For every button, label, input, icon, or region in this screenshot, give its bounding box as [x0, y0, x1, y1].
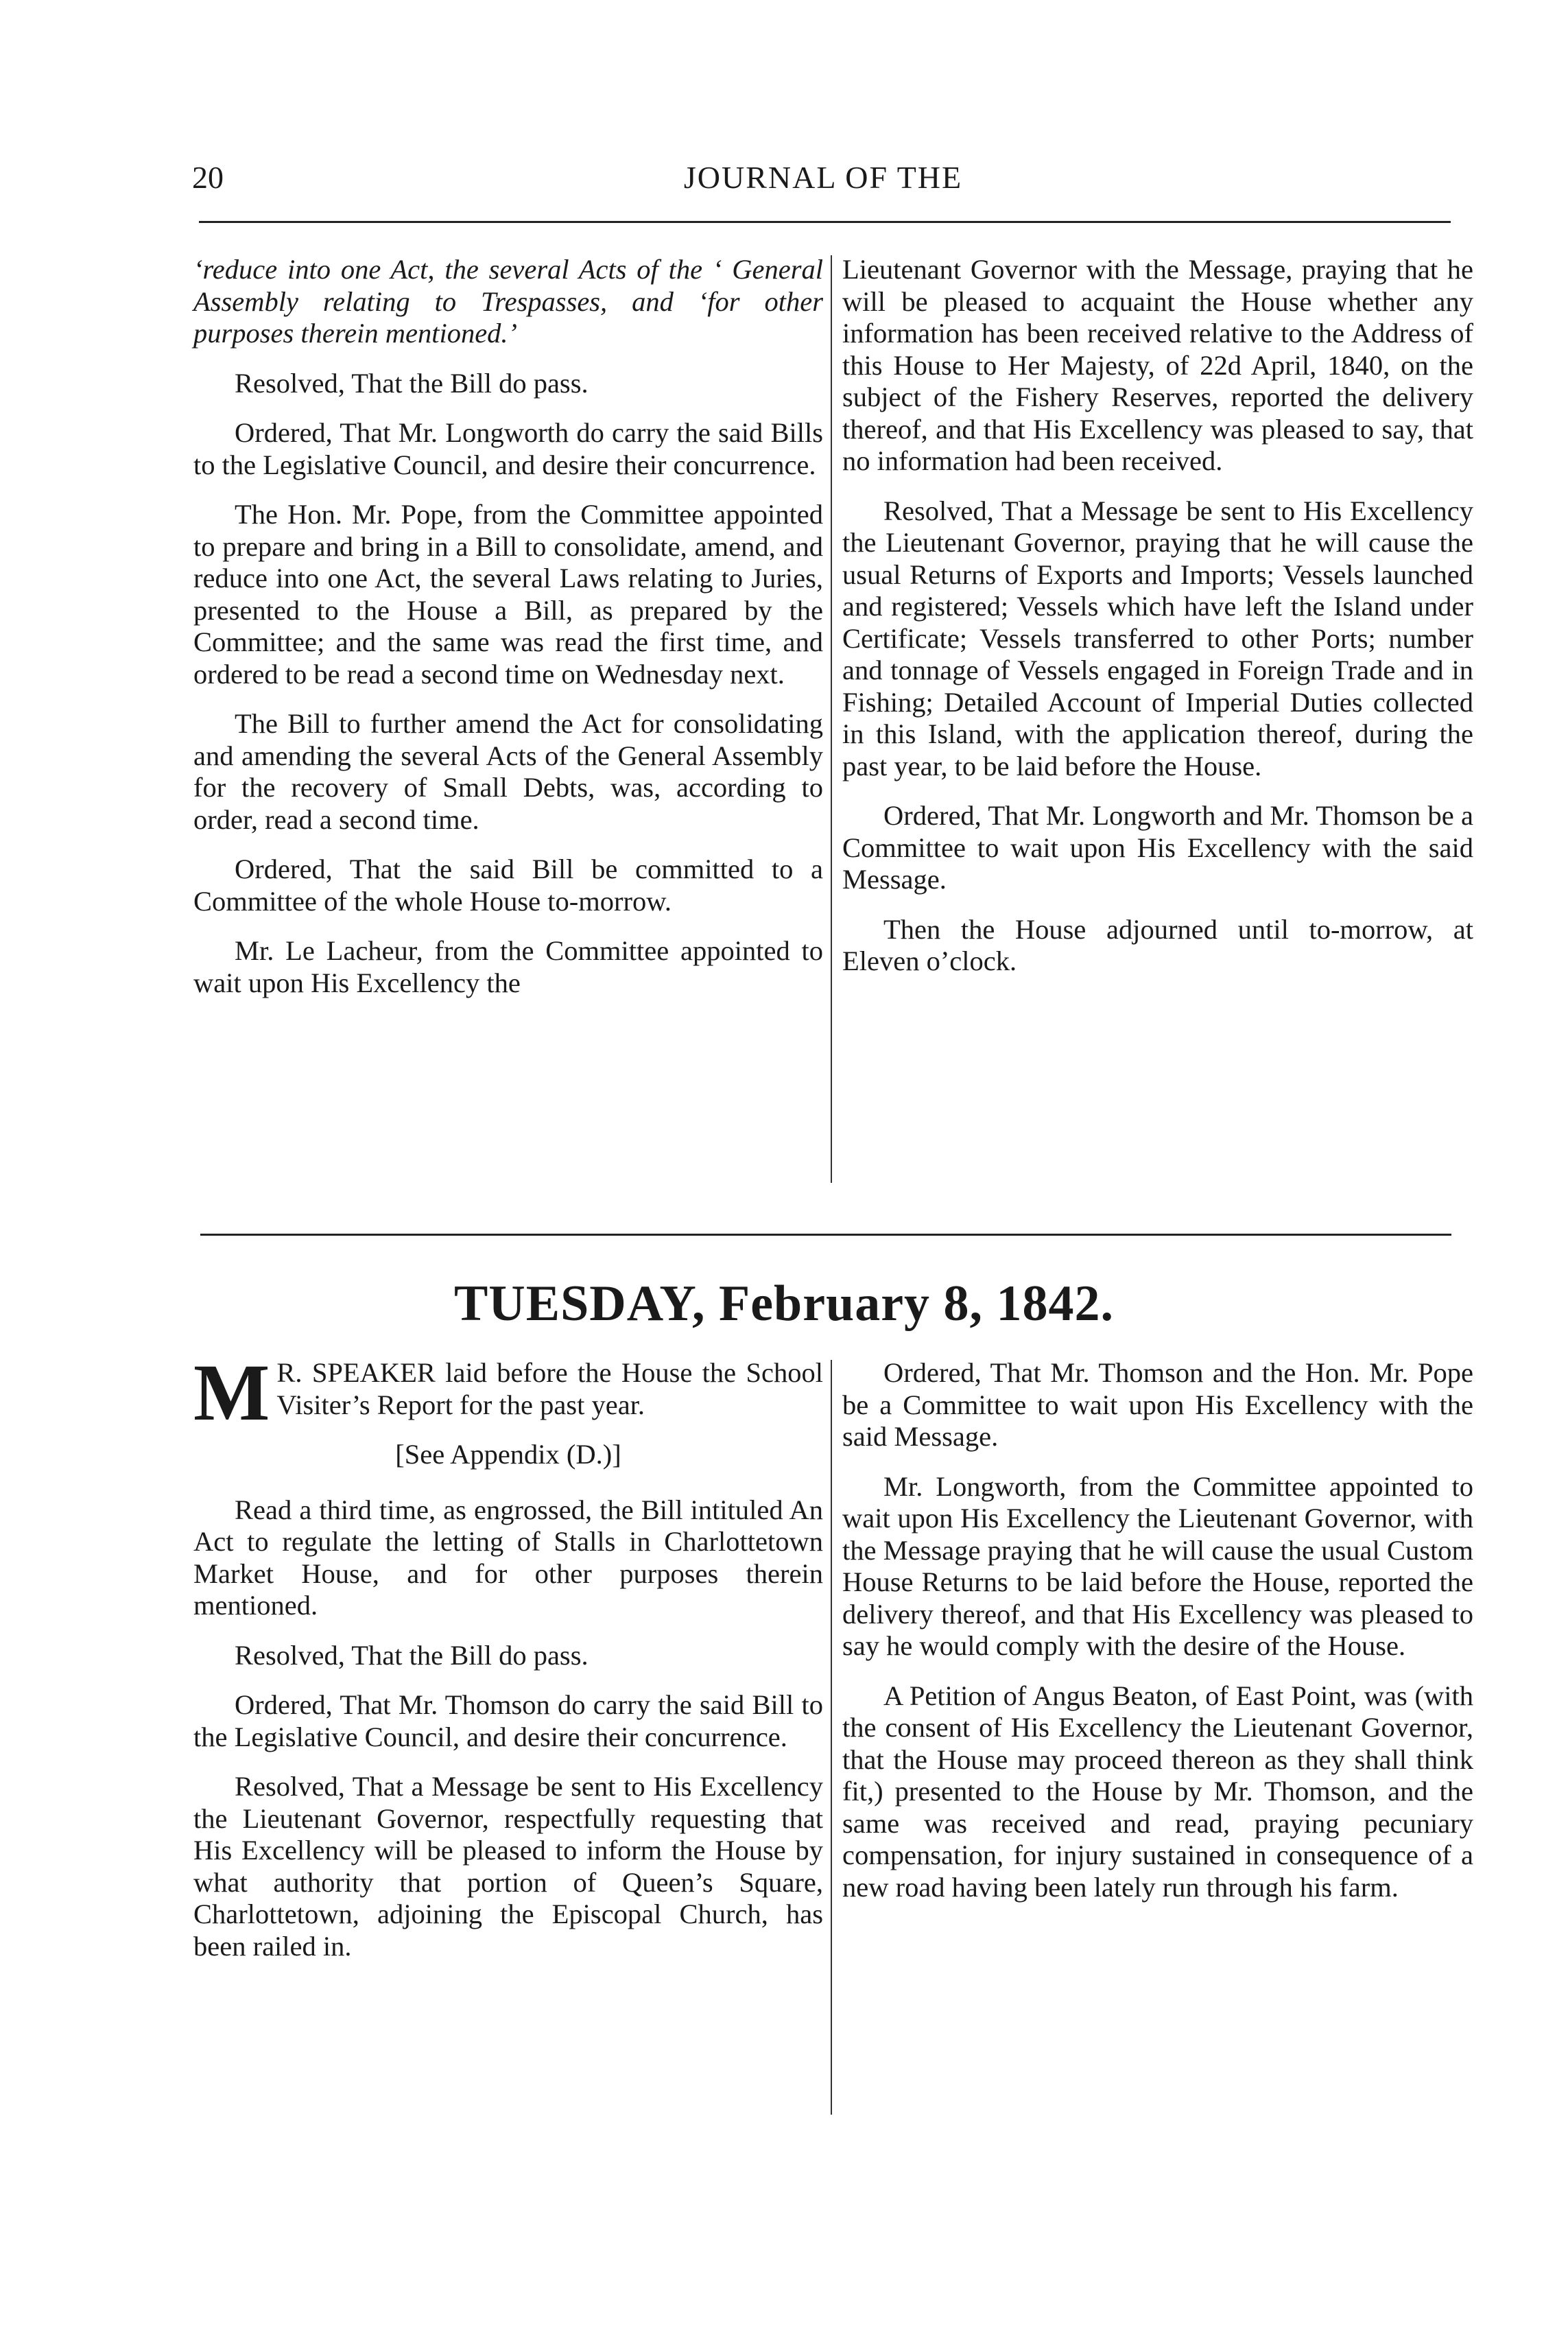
- paragraph: ‘reduce into one Act, the several Acts of the ‘ General Assembly relating to Trespasses, and ‘for other purposes therein mentioned.’: [193, 254, 823, 349]
- paragraph: Then the House adjourned until to-morrow, at Eleven o’clock.: [842, 913, 1473, 976]
- page-header: [192, 152, 1454, 214]
- date-heading: TUESDAY, February 8, 1842.: [453, 1276, 1115, 1332]
- paragraph: Mr. Le Lacheur, from the Committee appointed to wait upon His Excellency the: [193, 935, 823, 998]
- running-head: JOURNAL OF THE: [683, 160, 963, 195]
- paragraph: Resolved, That a Message be sent to His Excellency the Lieutenant Governor, respectfully requesting that His Excellency will be pleased to inform the House by what authority that portion of Queen’s Square, Charlottetown, adjoining the Episcopal Church, has been railed in.: [193, 1771, 823, 1962]
- section-rule: [200, 1234, 1451, 1236]
- paragraph: Resolved, That the Bill do pass.: [235, 1639, 589, 1671]
- paragraph: Ordered, That the said Bill be committed to a Committee of the whole House to-morrow.: [193, 854, 823, 917]
- section1-right-column: [842, 254, 1473, 996]
- page-number: 20: [192, 160, 224, 195]
- paragraph: Ordered, That Mr. Longworth and Mr. Thomson be a Committee to wait upon His Excellency with the said Message.: [842, 800, 1473, 895]
- paragraph: The Hon. Mr. Pope, from the Committee appointed to prepare and bring in a Bill to consolidate, amend, and reduce into one Act, the several Laws relating to Juries, presented to the House a Bill, as prepared by the Committee; and the same was read the first time, and ordered to be read a second time on Wednesday next.: [193, 499, 823, 690]
- paragraph: Resolved, That a Message be sent to His Excellency the Lieutenant Governor, praying that he will cause the usual Returns of Exports and Imports; Vessels launched and registered; Vessels which have left the Island under Certificate; Vessels transferred to other Ports; number and tonnage of Vessels engaged in Foreign Trade and in Fishing; Detailed Account of Imperial Duties collected in this Island, with the application thereof, during the past year, to be laid before the House.: [842, 495, 1473, 781]
- paragraph: A Petition of Angus Beaton, of East Point, was (with the consent of His Excellency the Lieutenant Governor, that the House may proceed thereon as they shall think fit,) presented to the House by Mr. Thomson, and the same was received and read, praying pecuniary compensation, for injury sustained in consequence of a new road having been lately run through his farm.: [842, 1680, 1473, 1903]
- paragraph: Read a third time, as engrossed, the Bill intituled An Act to regulate the letting of Stalls in Charlottetown Market House, and for other purposes therein mentioned.: [193, 1494, 823, 1621]
- paragraph: Mr. Longworth, from the Committee appointed to wait upon His Excellency the Lieutenant Governor, with the Message praying that he will cause the usual Custom House Returns to be laid before the House, reported the delivery thereof, and that His Excellency was pleased to say he would comply with the desire of the House.: [842, 1470, 1473, 1661]
- section1-left-column: [193, 254, 823, 1017]
- appendix-reference: [See Appendix (D.)]: [395, 1439, 621, 1470]
- column-divider: [831, 1360, 832, 2115]
- column-divider: [831, 255, 832, 1183]
- paragraph: Ordered, That Mr. Thomson and the Hon. Mr. Pope be a Committee to wait upon His Excellency with the said Message.: [842, 1357, 1473, 1452]
- header-rule: [199, 221, 1451, 223]
- paragraph-text: R. SPEAKER laid before the House the School Visiter’s Report for the past year.: [276, 1357, 823, 1420]
- section2-right-column: [842, 1357, 1473, 1921]
- drop-cap: M: [193, 1348, 270, 1437]
- paragraph: Lieutenant Governor with the Message, praying that he will be pleased to acquaint the House whether any information has been received relative to the Address of this House to Her Majesty, of 22d April, 1840, on the subject of the Fishery Reserves, reported the delivery thereof, and that His Excellency was pleased to say, that no information had been received.: [842, 254, 1473, 476]
- paragraph-with-dropcap: [193, 1348, 823, 1437]
- paragraph: Ordered, That Mr. Longworth do carry the said Bills to the Legislative Council, and desire their concurrence.: [193, 417, 823, 480]
- paragraph: Resolved, That the Bill do pass.: [235, 367, 589, 399]
- paragraph: Ordered, That Mr. Thomson do carry the said Bill to the Legislative Council, and desire their concurrence.: [193, 1689, 823, 1752]
- section2-left-column: [193, 1348, 823, 1980]
- paragraph: The Bill to further amend the Act for consolidating and amending the several Acts of the General Assembly for the recovery of Small Debts, was, according to order, read a second time.: [193, 708, 823, 835]
